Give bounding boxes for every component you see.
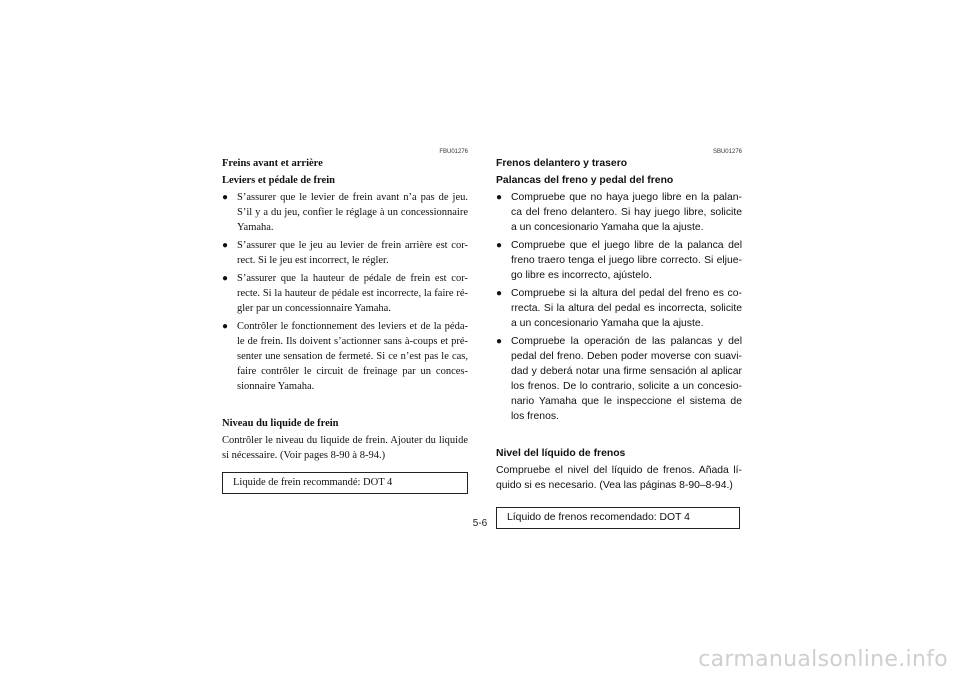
watermark: carmanualsonline.info [698, 647, 948, 672]
list-item: ● S’assurer que le jeu au levier de frein arrière est cor-rect. Si le jeu est incorrect, le régler. [222, 238, 468, 268]
section-title: Freins avant et arrière [222, 158, 323, 169]
section-subtitle: Leviers et pédale de frein [222, 175, 335, 186]
page-number: 5-6 [472, 518, 488, 529]
fluid-level-title: Niveau du liquide de frein [222, 418, 339, 429]
list-item: ● Compruebe la operación de las palancas y del pedal del freno. Deben poder moverse con suavi-dad y deberá notar una firme sensación al aplicar los frenos. De lo contrario, solicite a un concesio-nario Yamaha que le inspeccione el sistema de los frenos. [496, 334, 742, 424]
list-item: ● Compruebe si la altura del pedal del freno es co-rrecta. Si la altura del pedal es incorrecta, solicite a un concesionario Yamaha que la ajuste. [496, 286, 742, 331]
list-item: ● S’assurer que le levier de frein avant n’a pas de jeu. S’il y a du jeu, confier le réglage à un concessionnaire Yamaha. [222, 190, 468, 235]
list-item: ● S’assurer que la hauteur de pédale de frein est cor-recte. Si la hauteur de pédale est incorrecte, la faire ré-gler par un concessionnaire Yamaha. [222, 271, 468, 316]
section-subtitle: Palancas del freno y pedal del freno [496, 175, 674, 186]
fluid-level-text: Compruebe el nivel del líquido de frenos. Añada lí-quido si es necesario. (Vea las páginas 8-90–8-94.) [496, 465, 742, 491]
section-code: SBU01276 [712, 149, 742, 155]
spanish-column [496, 148, 742, 529]
fluid-level-text: Contrôler le niveau du liquide de frein. Ajouter du liquide si nécessaire. (Voir pages 8-90 à 8-94.) [222, 435, 468, 461]
recommended-fluid-box: Líquido de frenos recomendado: DOT 4 [496, 507, 740, 529]
list-item: ● Compruebe que no haya juego libre en la palan-ca del freno delantero. Si hay juego libre, solicite a un concesionario Yamaha que la ajuste. [496, 190, 742, 235]
bullet-list [496, 190, 742, 424]
bullet-list [222, 190, 468, 394]
list-item: ● Compruebe que el juego libre de la palanca del freno traero tenga el juego libre correcto. Si eljue-go libre es incorrecto, ajústelo. [496, 238, 742, 283]
french-column [222, 148, 468, 494]
section-code: FBU01276 [439, 149, 468, 155]
list-item: ● Contrôler le fonctionnement des leviers et de la péda-le de frein. Ils doivent s’actionner sans à-coups et pré-senter une sensation de fermeté. Si ce n’est pas le cas, faire contrôler le circuit de freinage par un conces-sionnaire Yamaha. [222, 319, 468, 394]
recommended-fluid-box: Liquide de frein recommandé: DOT 4 [222, 472, 468, 494]
section-title: Frenos delantero y trasero [496, 158, 628, 169]
fluid-level-title: Nivel del líquido de frenos [496, 448, 626, 459]
